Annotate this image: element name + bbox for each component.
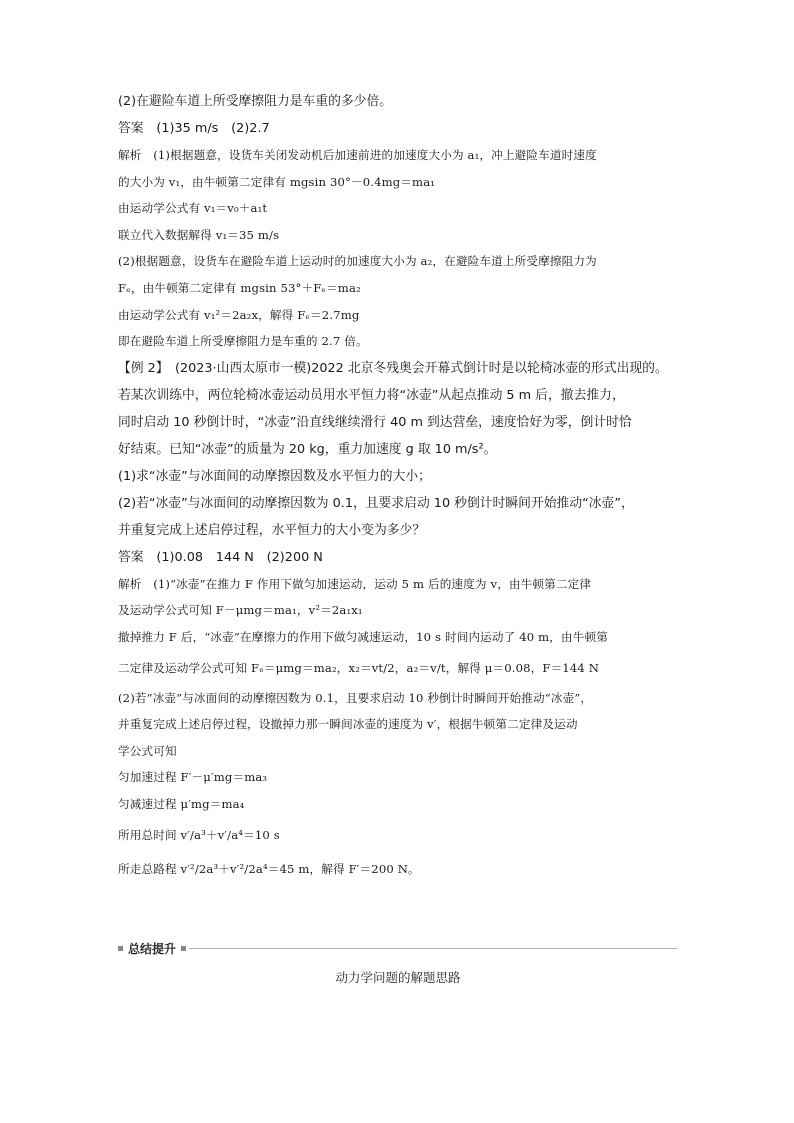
question-line: (1)求“冰壶”与冰面间的动摩擦因数及水平恒力的大小； bbox=[118, 468, 431, 484]
solution-line: 并重复完成上述启停过程，设撤掉力那一瞬间冰壶的速度为 v′，根据牛顿第二定律及运动 bbox=[118, 717, 578, 732]
solution-line: Fₑ，由牛顿第二定律有 mgsin 53°＋Fₑ＝ma₂ bbox=[118, 280, 361, 295]
solution-line: 学公式可知 bbox=[118, 743, 177, 758]
solution-line: 由运动学公式有 v₁²＝2a₂x，解得 Fₑ＝2.7mg bbox=[118, 307, 360, 322]
solution-line: 由运动学公式有 v₁＝v₀＋a₁t bbox=[118, 201, 268, 216]
summary-label: 总结提升 bbox=[128, 941, 177, 956]
solution-line: 解析 (1)根据题意，设货车关闭发动机后加速前进的加速度大小为 a₁，冲上避险车道时速度 bbox=[118, 148, 597, 162]
solution-line: 所走总路程 v′²/2a³＋v′²/2a⁴＝45 m，解得 F′＝200 N。 bbox=[118, 861, 420, 876]
solution-line: 联立代入数据解得 v₁＝35 m/s bbox=[118, 227, 280, 242]
section-title: 动力学问题的解题思路 bbox=[335, 970, 461, 985]
solution-line: 解析 (1)“冰壶”在推力 F 作用下做匀加速运动，运动 5 m 后的速度为 v，由牛顿第二定律 bbox=[118, 576, 592, 591]
document-body bbox=[118, 88, 678, 886]
solution-line: 二定律及运动学公式可知 Fₑ＝μmg＝ma₂，x₂＝vt/2，a₂＝v/t，解得 μ＝0.08，F＝144 N bbox=[118, 660, 600, 675]
summary-section-header bbox=[118, 940, 678, 956]
question-line: 并重复完成上述启停过程，水平恒力的大小变为多少？ bbox=[118, 522, 426, 538]
solution-line: (2)根据题意，设货车在避险车道上运动时的加速度大小为 a₂，在避险车道上所受摩擦阻力为 bbox=[118, 254, 597, 269]
question-line: 同时启动 10 秒倒计时，“冰壶”沿直线继续滑行 40 m 到达营垒，速度恰好为零，倒计时恰 bbox=[118, 414, 632, 430]
solution-line: 及运动学公式可知 F－μmg＝ma₁，v²＝2a₁x₁ bbox=[118, 603, 363, 618]
question-line: (2)若“冰壶”与冰面间的动摩擦因数为 0.1，且要求启动 10 秒倒计时瞬间开始推动“冰壶”， bbox=[118, 495, 634, 511]
solution-line: 所用总时间 v′/a³＋v′/a⁴＝10 s bbox=[118, 827, 280, 842]
solution-line: 匀减速过程 μ′mg＝ma₄ bbox=[118, 796, 245, 811]
solution-line: 撤掉推力 F 后，“冰壶”在摩擦力的作用下做匀减速运动，10 s 时间内运动了 40 m，由牛顿第 bbox=[118, 629, 608, 644]
solution-line: 匀加速过程 F′－μ′mg＝ma₃ bbox=[118, 770, 268, 785]
solution-line: 即在避险车道上所受摩擦阻力是车重的 2.7 倍。 bbox=[118, 334, 368, 349]
solution-line: (2)若“冰壶”与冰面间的动摩擦因数为 0.1，且要求启动 10 秒倒计时瞬间开始推动“冰壶”， bbox=[118, 690, 593, 705]
question-line: 若某次训练中，两位轮椅冰壶运动员用水平恒力将“冰壶”从起点推动 5 m 后，撤去推力， bbox=[118, 387, 625, 403]
question-line: 【例 2】 (2023·山西太原市一模)2022 北京冬残奥会开幕式倒计时是以轮椅冰壶的形式出现的。 bbox=[118, 360, 668, 376]
answer-line: 答案 (1)0.08 144 N (2)200 N bbox=[118, 549, 323, 565]
answer-line: 答案 (1)35 m/s (2)2.7 bbox=[118, 121, 270, 136]
solution-line: 的大小为 v₁，由牛顿第二定律有 mgsin 30°－0.4mg＝ma₁ bbox=[118, 174, 436, 189]
question-line: (2)在避险车道上所受摩擦阻力是车重的多少倍。 bbox=[118, 94, 393, 109]
question-line: 好结束。已知“冰壶”的质量为 20 kg，重力加速度 g 取 10 m/s²。 bbox=[118, 441, 497, 457]
square-bullet-icon bbox=[118, 946, 123, 951]
square-bullet-icon bbox=[181, 946, 186, 951]
divider bbox=[189, 948, 678, 949]
